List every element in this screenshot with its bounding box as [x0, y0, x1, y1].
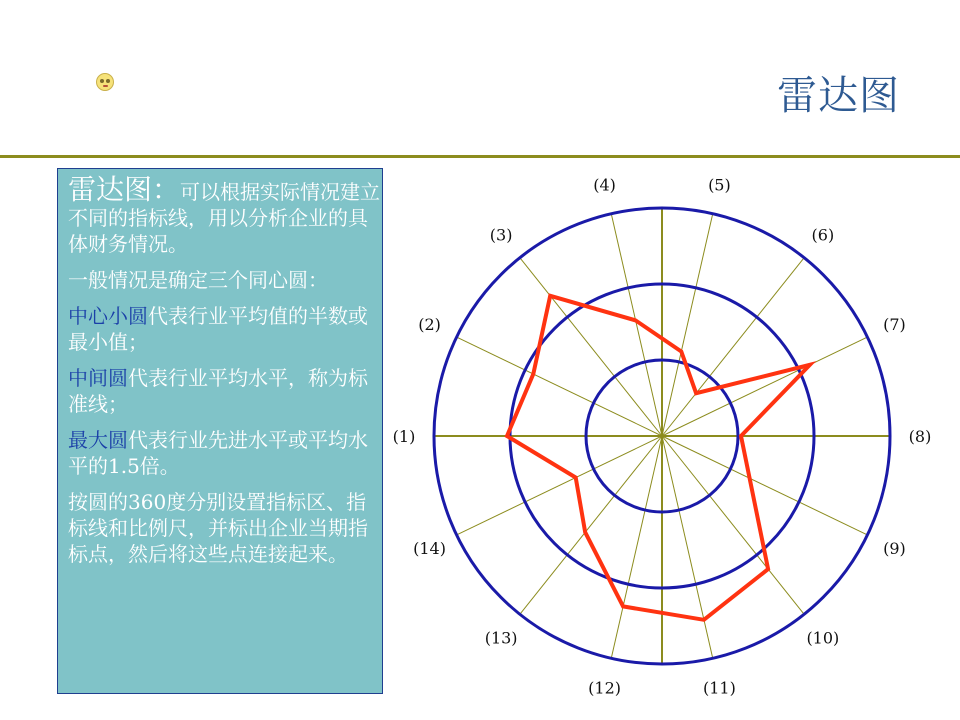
axis-label-12: (12) — [588, 678, 622, 698]
axis-label-7: (7) — [883, 315, 906, 335]
slide-title: 雷达图 — [777, 73, 900, 119]
axis-label-14: (14) — [413, 538, 446, 558]
inner-circle-note — [68, 303, 382, 355]
description-intro: 可以根据实际情况建立不同的指标线，用以分析企业的具体财务情况。 — [68, 180, 381, 256]
outer-circle-note — [68, 427, 382, 479]
description-panel — [57, 168, 383, 694]
indicator-line-2 — [457, 337, 662, 436]
enterprise-indicator-line — [507, 296, 810, 620]
indicator-line-4 — [611, 214, 662, 436]
axis-label-2: (2) — [418, 315, 441, 335]
indicator-line-14 — [457, 436, 662, 535]
axis-label-11: (11) — [702, 678, 736, 698]
axis-label-9: (9) — [883, 538, 906, 558]
title-divider — [0, 155, 960, 158]
smiley-icon — [96, 73, 114, 91]
axis-label-3: (3) — [489, 225, 513, 245]
inner-circle-text: 代表行业平均值的半数或最小值； — [68, 304, 368, 354]
description-heading: 雷达图： — [68, 173, 181, 206]
axis-label-4: (4) — [593, 175, 616, 195]
intro-paragraph — [68, 173, 382, 257]
axis-label-13: (13) — [484, 628, 518, 648]
outer-circle-term: 最大圆 — [68, 428, 128, 452]
middle-circle-note — [68, 365, 382, 417]
middle-circle-term: 中间圆 — [68, 366, 128, 390]
indicator-line-9 — [662, 436, 867, 535]
middle-circle-text: 代表行业平均水平，称为标准线； — [68, 366, 368, 416]
outer-circle-text: 代表行业先进水平或平均水平的1.5倍。 — [68, 428, 368, 478]
indicator-line-11 — [662, 436, 713, 658]
indicator-line-12 — [611, 436, 662, 658]
axis-label-6: (6) — [811, 225, 835, 245]
method-paragraph: 按圆的360度分别设置指标区、指标线和比例尺，并标出企业当期指标点，然后将这些点连接起来。 — [68, 490, 368, 566]
axis-label-8: (8) — [908, 427, 932, 446]
circles-intro: 一般情况是确定三个同心圆： — [68, 268, 328, 292]
axis-label-1: (1) — [392, 427, 416, 446]
axis-label-10: (10) — [806, 628, 840, 648]
axis-label-5: (5) — [708, 175, 731, 195]
radar-chart — [380, 160, 950, 716]
inner-circle-term: 中心小圆 — [68, 304, 148, 328]
indicator-line-5 — [662, 214, 713, 436]
